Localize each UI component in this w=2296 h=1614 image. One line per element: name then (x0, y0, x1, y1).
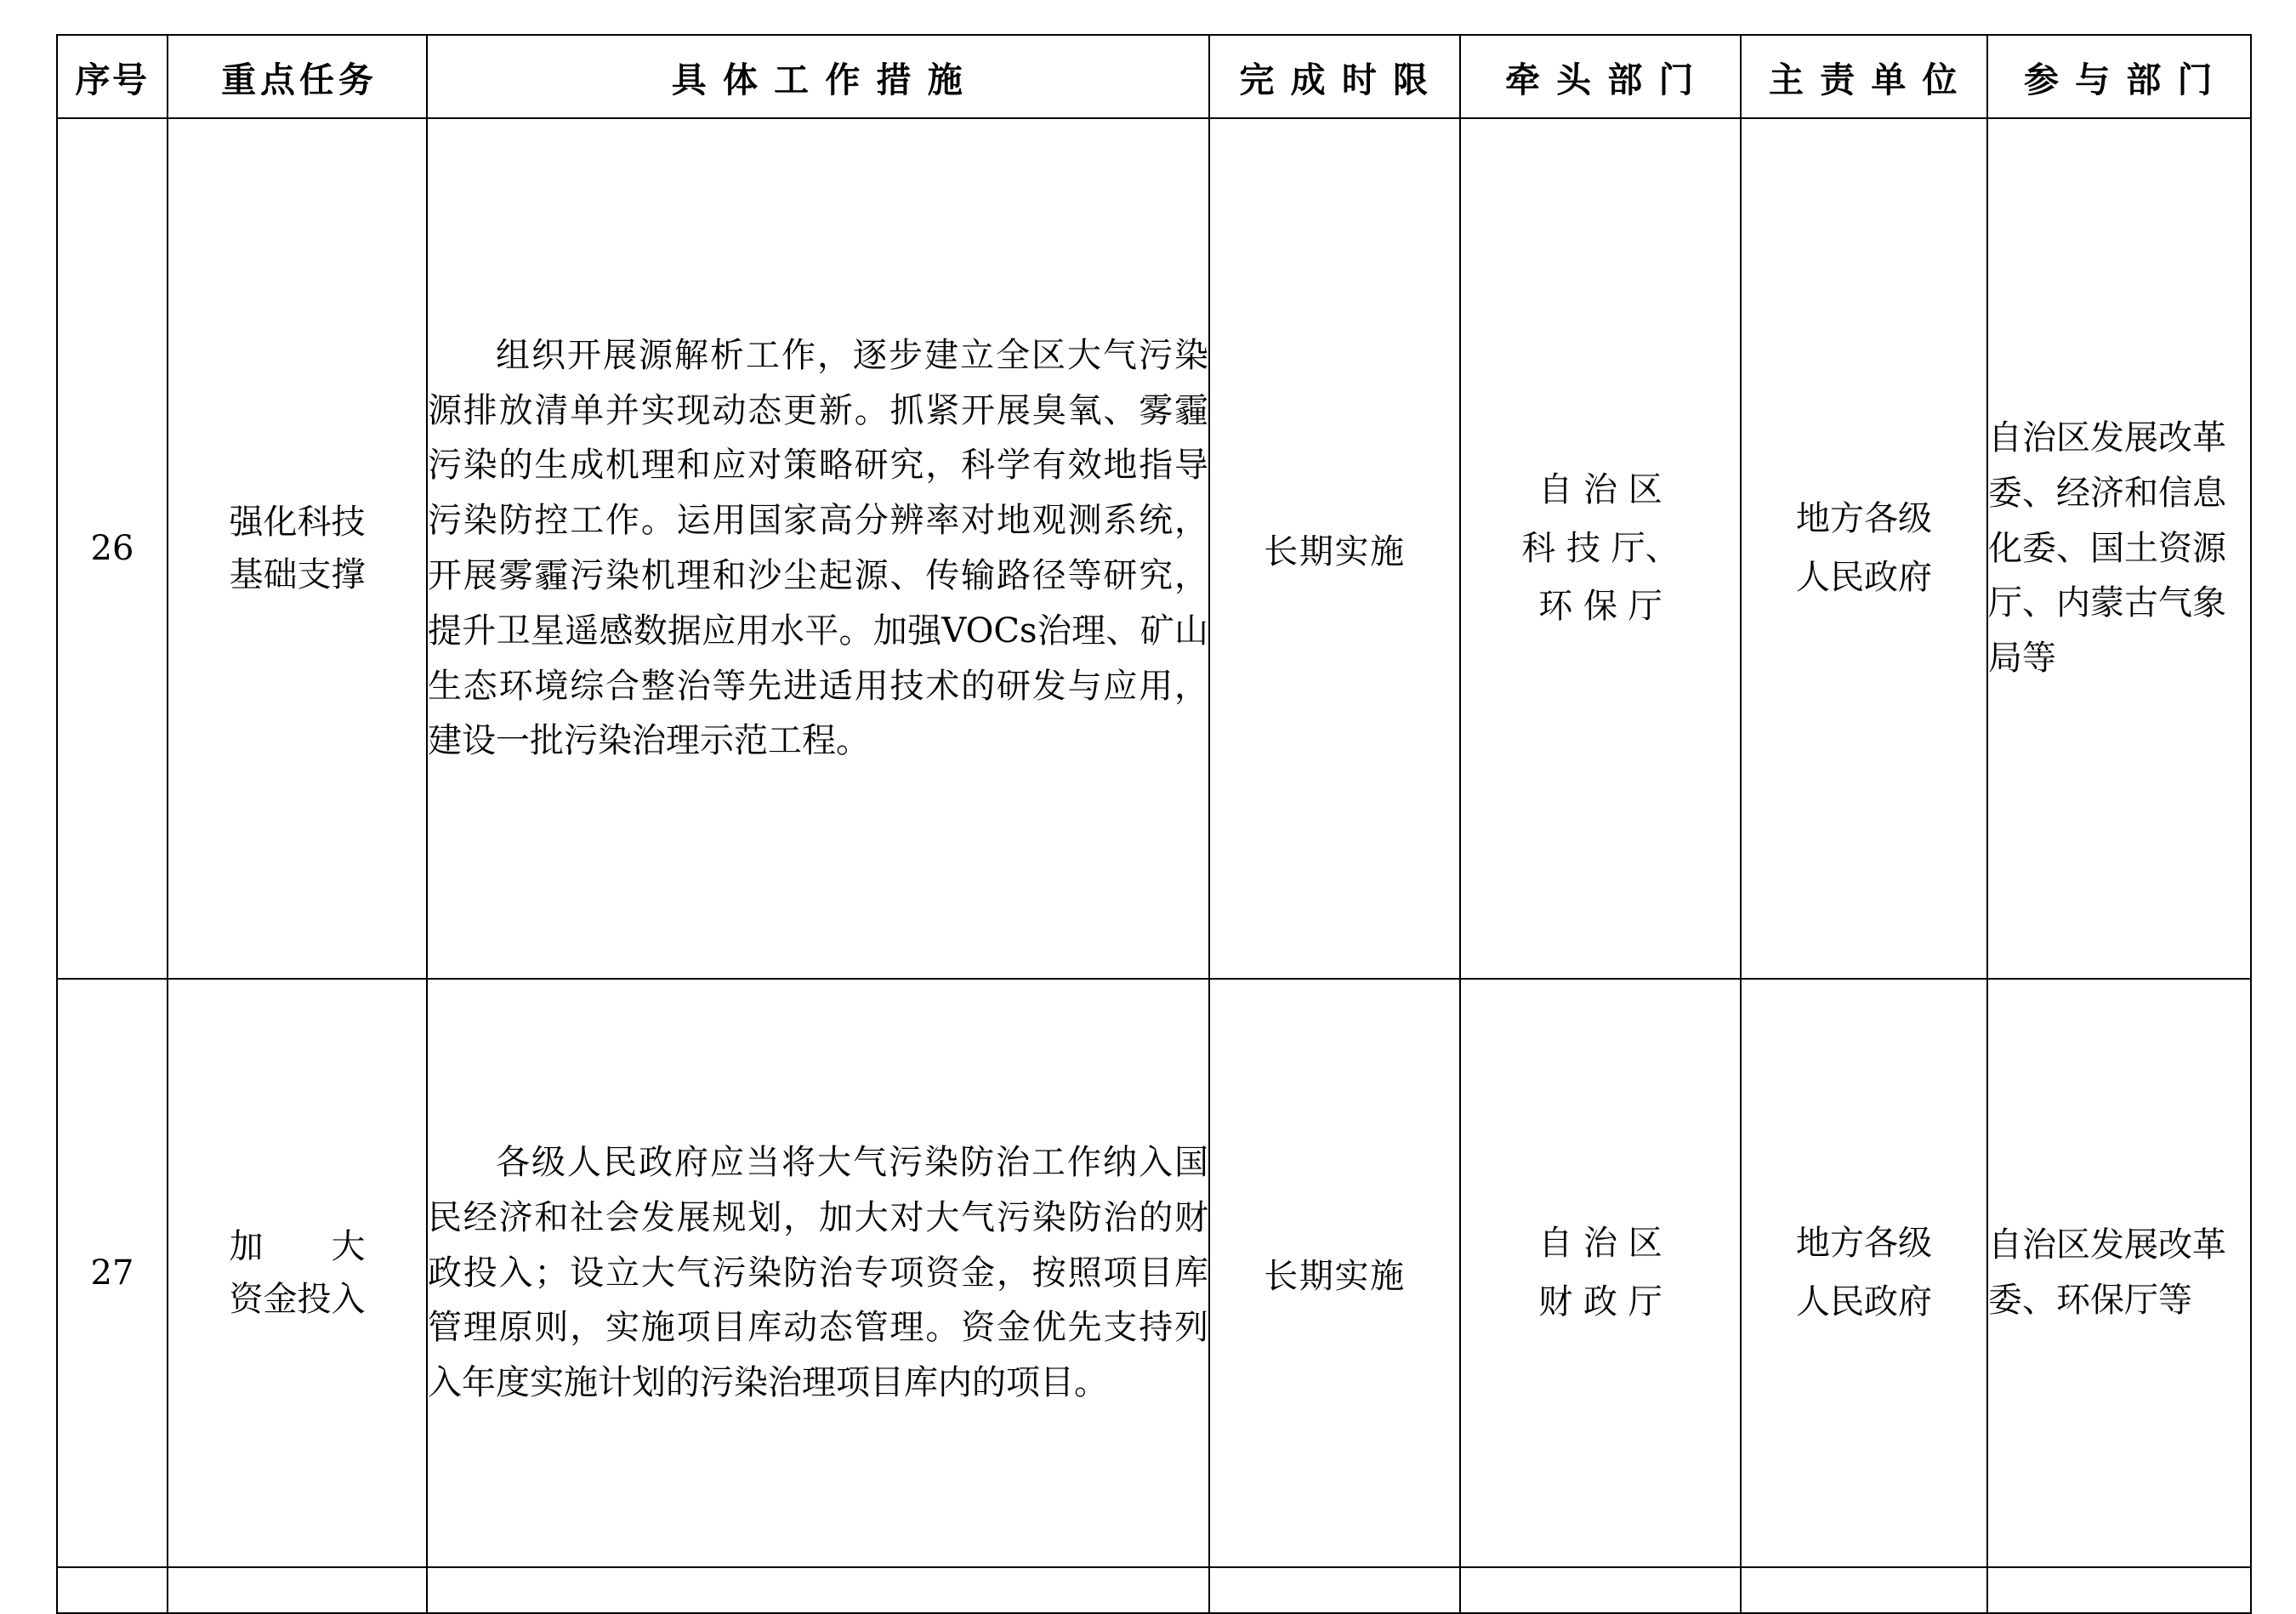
responsible-line: 地方各级 (1796, 1224, 1932, 1264)
cell-responsible (1741, 118, 1987, 979)
header-cell-seq (57, 35, 168, 118)
cell-measure (427, 118, 1209, 979)
cell-participants (1987, 979, 2251, 1567)
header-label-deadline: 完 成 时 限 (1239, 59, 1430, 100)
lead-line: 自 治 区 (1538, 469, 1662, 509)
header-cell-responsible (1741, 35, 1987, 118)
cell-lead (1460, 118, 1741, 979)
lead-line: 科 技 厅、 (1521, 528, 1679, 568)
spacer-cell (168, 1567, 427, 1613)
work-measures-table (56, 34, 2252, 1614)
cell-participants (1987, 118, 2251, 979)
header-cell-lead (1460, 35, 1741, 118)
cell-deadline (1209, 979, 1460, 1567)
table-row (57, 979, 2251, 1567)
spacer-cell (57, 1567, 168, 1613)
header-cell-measure (427, 35, 1209, 118)
header-label-responsible: 主 责 单 位 (1768, 59, 1960, 100)
header-cell-participants (1987, 35, 2251, 118)
header-label-lead: 牵 头 部 门 (1504, 59, 1696, 100)
cell-seq (57, 118, 168, 979)
spacer-cell (1209, 1567, 1460, 1613)
task-line: 强化科技 (229, 503, 366, 542)
lead-line: 自 治 区 (1538, 1224, 1662, 1264)
deadline-value: 长期实施 (1264, 1256, 1406, 1296)
header-cell-deadline (1209, 35, 1460, 118)
lead-line: 财 政 厅 (1538, 1282, 1662, 1321)
header-cell-task (168, 35, 427, 118)
measure-text: 各级人民政府应当将大气污染防治工作纳入国民经济和社会发展规划，加大对大气污染防治的财政投入；设立大气污染防治专项资金，按照项目库管理原则，实施项目库动态管理。资金优先支持列入年度实施计划的污染治理项目库内的项目。 (428, 1143, 1208, 1403)
cell-lead (1460, 979, 1741, 1567)
cell-task (168, 979, 427, 1567)
responsible-line: 人民政府 (1796, 558, 1932, 597)
responsible-line: 地方各级 (1796, 499, 1932, 539)
cell-measure (427, 979, 1209, 1567)
deadline-value: 长期实施 (1264, 531, 1406, 571)
task-line: 资金投入 (229, 1280, 366, 1319)
lead-line: 环 保 厅 (1538, 587, 1662, 627)
table-bottom-spacer-row (57, 1567, 2251, 1613)
cell-task (168, 118, 427, 979)
spacer-cell (1460, 1567, 1741, 1613)
header-label-measure: 具 体 工 作 措 施 (671, 59, 965, 100)
task-line: 加 大 (229, 1227, 366, 1266)
header-label-participants: 参 与 部 门 (2023, 59, 2215, 100)
table-header-row (57, 35, 2251, 118)
spacer-cell (1741, 1567, 1987, 1613)
cell-deadline (1209, 118, 1460, 979)
header-label-task: 重点任务 (221, 59, 378, 100)
seq-value: 26 (90, 529, 134, 568)
cell-responsible (1741, 979, 1987, 1567)
task-line: 基础支撑 (229, 555, 366, 594)
responsible-line: 人民政府 (1796, 1282, 1932, 1321)
seq-value: 27 (90, 1253, 134, 1293)
measure-text: 组织开展源解析工作，逐步建立全区大气污染源排放清单并实现动态更新。抓紧开展臭氧、雾霾污染的生成机理和应对策略研究，科学有效地指导污染防控工作。运用国家高分辨率对地观测系统，开展雾霾污染机理和沙尘起源、传输路径等研究，提升卫星遥感数据应用水平。加强VOCs治理、矿山生态环境综合整治等先进适用技术的研发与应用，建设一批污染治理示范工程。 (428, 335, 1208, 761)
spacer-cell (1987, 1567, 2251, 1613)
spacer-cell (427, 1567, 1209, 1613)
cell-seq (57, 979, 168, 1567)
participants-text: 自治区发展改革委、经济和信息化委、国土资源厅、内蒙古气象局等 (1988, 418, 2226, 679)
header-label-seq: 序号 (75, 59, 150, 100)
table-row (57, 118, 2251, 979)
participants-text: 自治区发展改革委、环保厅等 (1988, 1225, 2226, 1320)
